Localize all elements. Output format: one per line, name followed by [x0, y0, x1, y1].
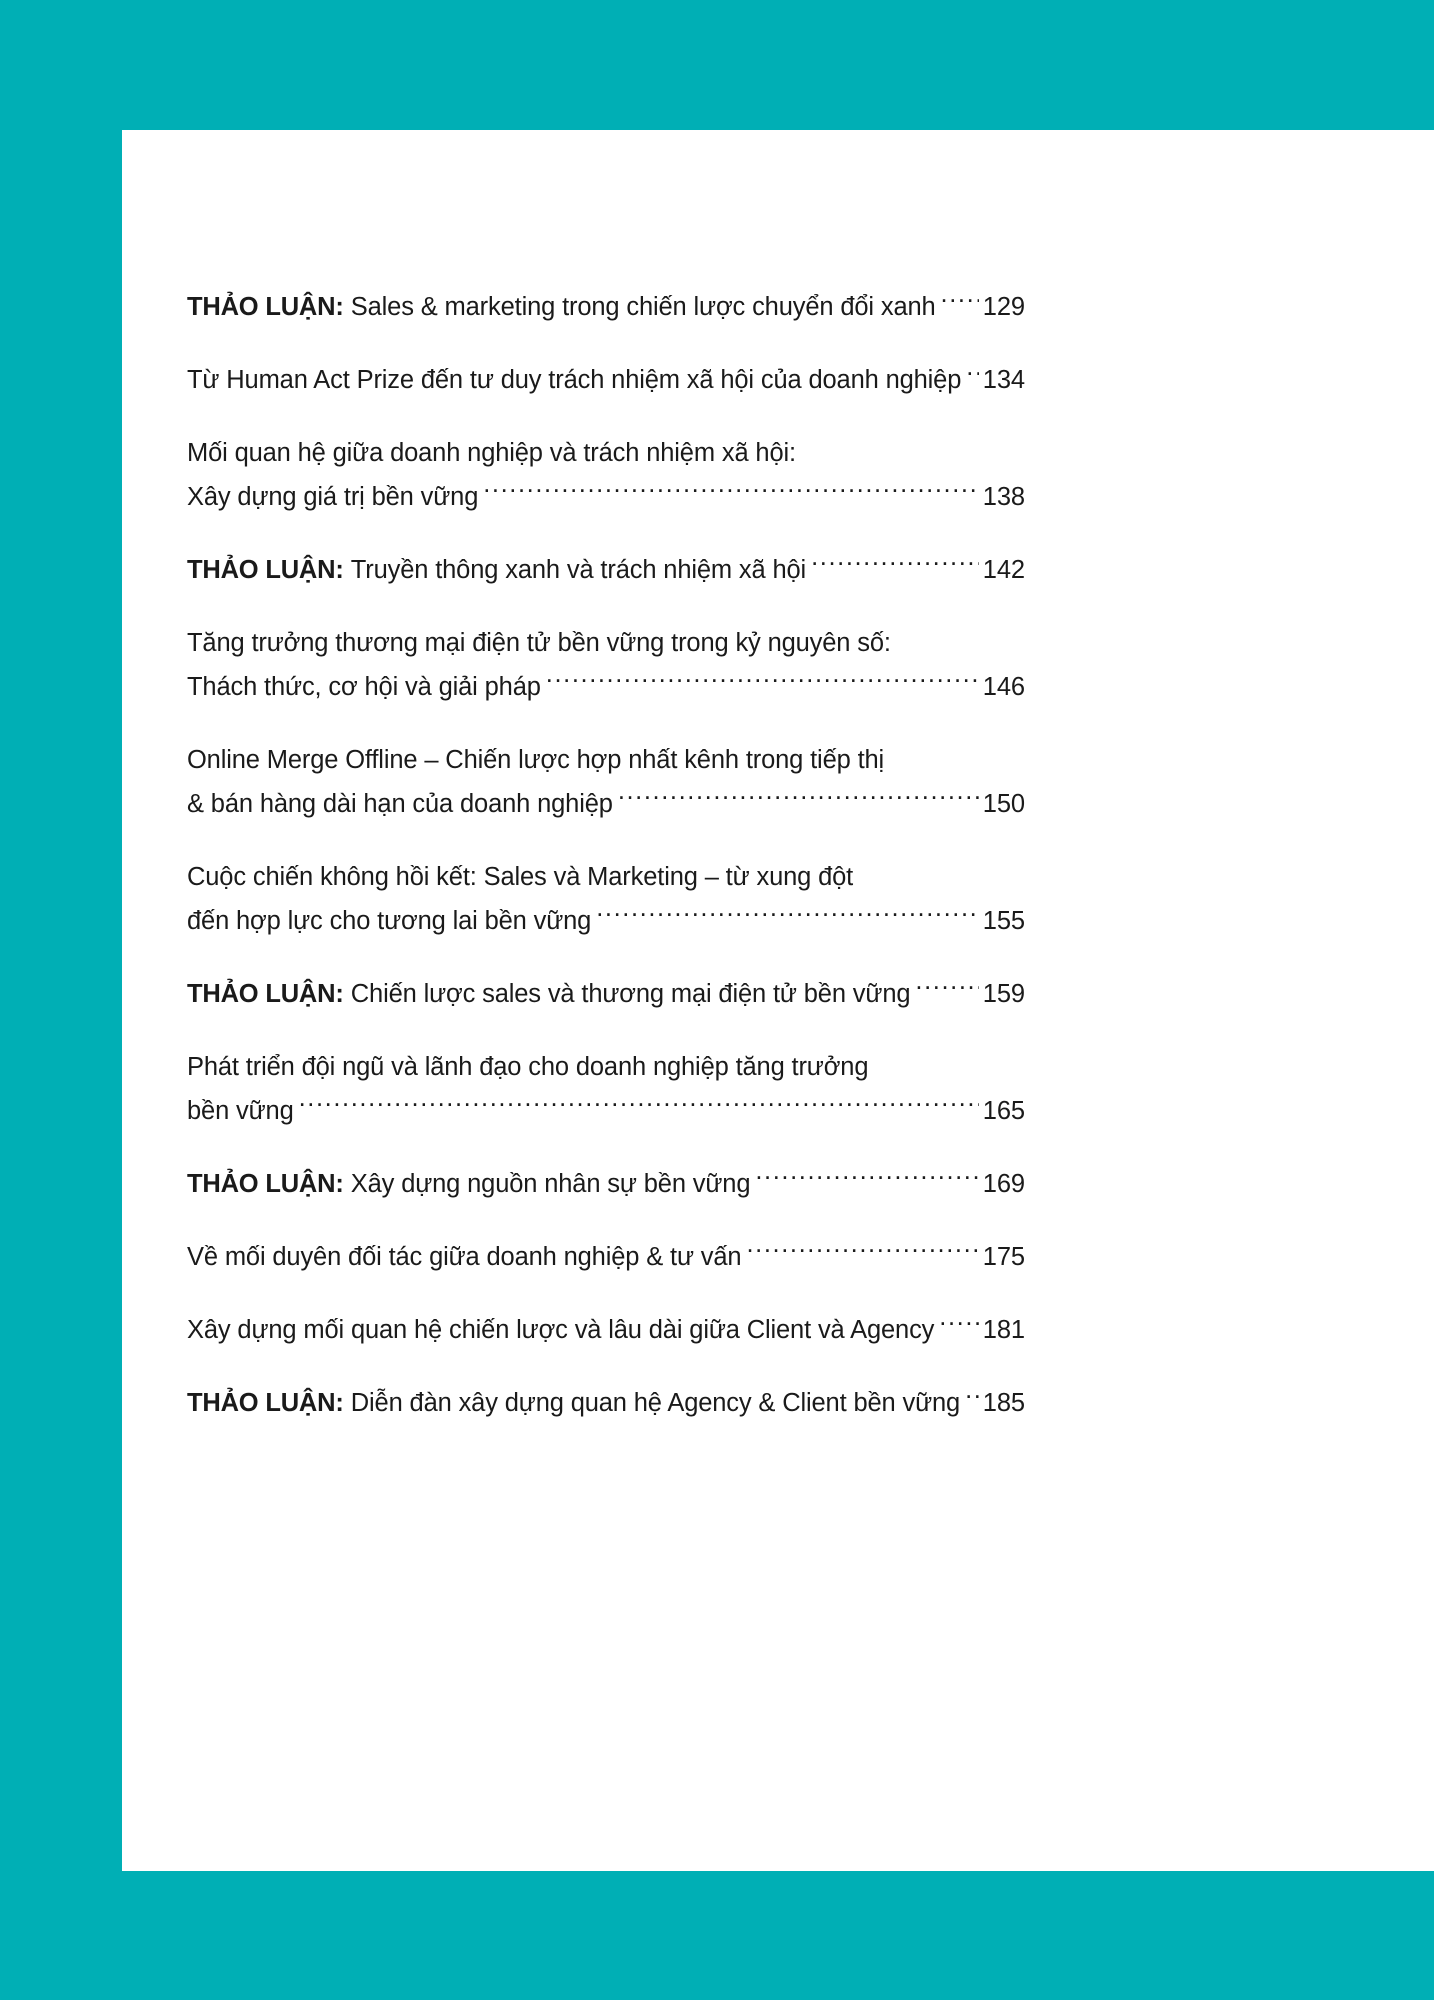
- toc-entry-line: [187, 1381, 1025, 1425]
- toc-entry-title: Xây dựng nguồn nhân sự bền vững: [350, 1170, 751, 1198]
- toc-entry-line: [187, 1089, 1025, 1133]
- toc-entry-title: Tăng trưởng thương mại điện tử bền vững trong kỷ nguyên số:: [187, 629, 891, 657]
- toc-entry-line: [187, 621, 1025, 665]
- toc-entry-title: Truyền thông xanh và trách nhiệm xã hội: [350, 556, 807, 584]
- toc-entry-title: Cuộc chiến không hồi kết: Sales và Marketing – từ xung đột: [187, 863, 854, 891]
- toc-entry-title: Thách thức, cơ hội và giải pháp: [187, 673, 541, 701]
- toc-page-number: 155: [982, 907, 1025, 935]
- dot-leader: [939, 1313, 978, 1339]
- toc-entry-line: [187, 899, 1025, 943]
- toc-page-number: 138: [982, 483, 1025, 511]
- toc-page-number: 165: [982, 1097, 1025, 1125]
- toc-page-number: 181: [982, 1316, 1025, 1344]
- toc-entry-kicker: THẢO LUẬN:: [187, 556, 344, 584]
- dot-leader: [915, 977, 978, 1003]
- dot-leader: [965, 1386, 979, 1412]
- toc-entry[interactable]: [187, 1162, 1025, 1206]
- toc-page-number: 129: [982, 293, 1025, 321]
- toc-page-number: 150: [982, 790, 1025, 818]
- dot-leader: [596, 904, 979, 930]
- dot-leader: [941, 290, 979, 316]
- toc-entry[interactable]: [187, 972, 1025, 1016]
- toc-entry-title: Chiến lược sales và thương mại điện tử bền vững: [350, 980, 911, 1008]
- toc-entry-title: bền vững: [187, 1097, 294, 1125]
- toc-entry[interactable]: [187, 621, 1025, 709]
- toc-page-number: 169: [982, 1170, 1025, 1198]
- dot-leader: [755, 1167, 978, 1193]
- toc-entry[interactable]: [187, 1235, 1025, 1279]
- toc-entry-kicker: THẢO LUẬN:: [187, 1170, 344, 1198]
- dot-leader: [483, 480, 979, 506]
- toc-page-number: 159: [982, 980, 1025, 1008]
- toc-entry-title: đến hợp lực cho tương lai bền vững: [187, 907, 592, 935]
- dot-leader: [746, 1240, 978, 1266]
- paper-sheet: [122, 130, 1434, 1871]
- toc-page-number: 142: [982, 556, 1025, 584]
- toc-entry-line: [187, 665, 1025, 709]
- toc-entry-title: Diễn đàn xây dựng quan hệ Agency & Client bền vững: [350, 1389, 961, 1417]
- toc-entry[interactable]: [187, 1045, 1025, 1133]
- toc-entry-title: Online Merge Offline – Chiến lược hợp nhất kênh trong tiếp thị: [187, 746, 885, 774]
- toc-entry-line: [187, 738, 1025, 782]
- toc-entry-line: [187, 358, 1025, 402]
- toc-entry[interactable]: [187, 548, 1025, 592]
- toc-entry-line: [187, 431, 1025, 475]
- toc-entry-line: [187, 782, 1025, 826]
- toc-entry-kicker: THẢO LUẬN:: [187, 1389, 344, 1417]
- dot-leader: [299, 1094, 979, 1120]
- toc-entry-line: [187, 1235, 1025, 1279]
- toc-entry-title: Xây dựng mối quan hệ chiến lược và lâu dài giữa Client và Agency: [187, 1316, 935, 1344]
- toc-entry-title: Sales & marketing trong chiến lược chuyển đổi xanh: [350, 293, 936, 321]
- toc-entry-kicker: THẢO LUẬN:: [187, 293, 344, 321]
- toc-entry-line: [187, 548, 1025, 592]
- toc-entry-title: Mối quan hệ giữa doanh nghiệp và trách nhiệm xã hội:: [187, 439, 796, 467]
- dot-leader: [618, 787, 979, 813]
- toc-page-number: 175: [982, 1243, 1025, 1271]
- toc-entry-title: Xây dựng giá trị bền vững: [187, 483, 479, 511]
- dot-leader: [546, 670, 979, 696]
- toc-entry-title: Phát triển đội ngũ và lãnh đạo cho doanh nghiệp tăng trưởng: [187, 1053, 869, 1081]
- toc-entry-line: [187, 855, 1025, 899]
- dot-leader: [966, 363, 978, 389]
- table-of-contents: [187, 285, 1025, 1425]
- toc-entry-line: [187, 1308, 1025, 1352]
- toc-entry-line: [187, 285, 1025, 329]
- toc-entry-title: & bán hàng dài hạn của doanh nghiệp: [187, 790, 613, 818]
- toc-entry-line: [187, 1045, 1025, 1089]
- toc-entry[interactable]: [187, 855, 1025, 943]
- toc-entry[interactable]: [187, 358, 1025, 402]
- dot-leader: [811, 553, 979, 579]
- toc-page-number: 146: [982, 673, 1025, 701]
- toc-entry-title: Về mối duyên đối tác giữa doanh nghiệp & tư vấn: [187, 1243, 742, 1271]
- toc-entry[interactable]: [187, 285, 1025, 329]
- toc-page-number: 185: [982, 1389, 1025, 1417]
- toc-entry[interactable]: [187, 1308, 1025, 1352]
- toc-entry[interactable]: [187, 1381, 1025, 1425]
- toc-entry-line: [187, 475, 1025, 519]
- toc-entry-title: Từ Human Act Prize đến tư duy trách nhiệm xã hội của doanh nghiệp: [187, 366, 962, 394]
- toc-entry-line: [187, 1162, 1025, 1206]
- toc-entry[interactable]: [187, 738, 1025, 826]
- toc-entry[interactable]: [187, 431, 1025, 519]
- toc-page-number: 134: [982, 366, 1025, 394]
- toc-entry-line: [187, 972, 1025, 1016]
- toc-entry-kicker: THẢO LUẬN:: [187, 980, 344, 1008]
